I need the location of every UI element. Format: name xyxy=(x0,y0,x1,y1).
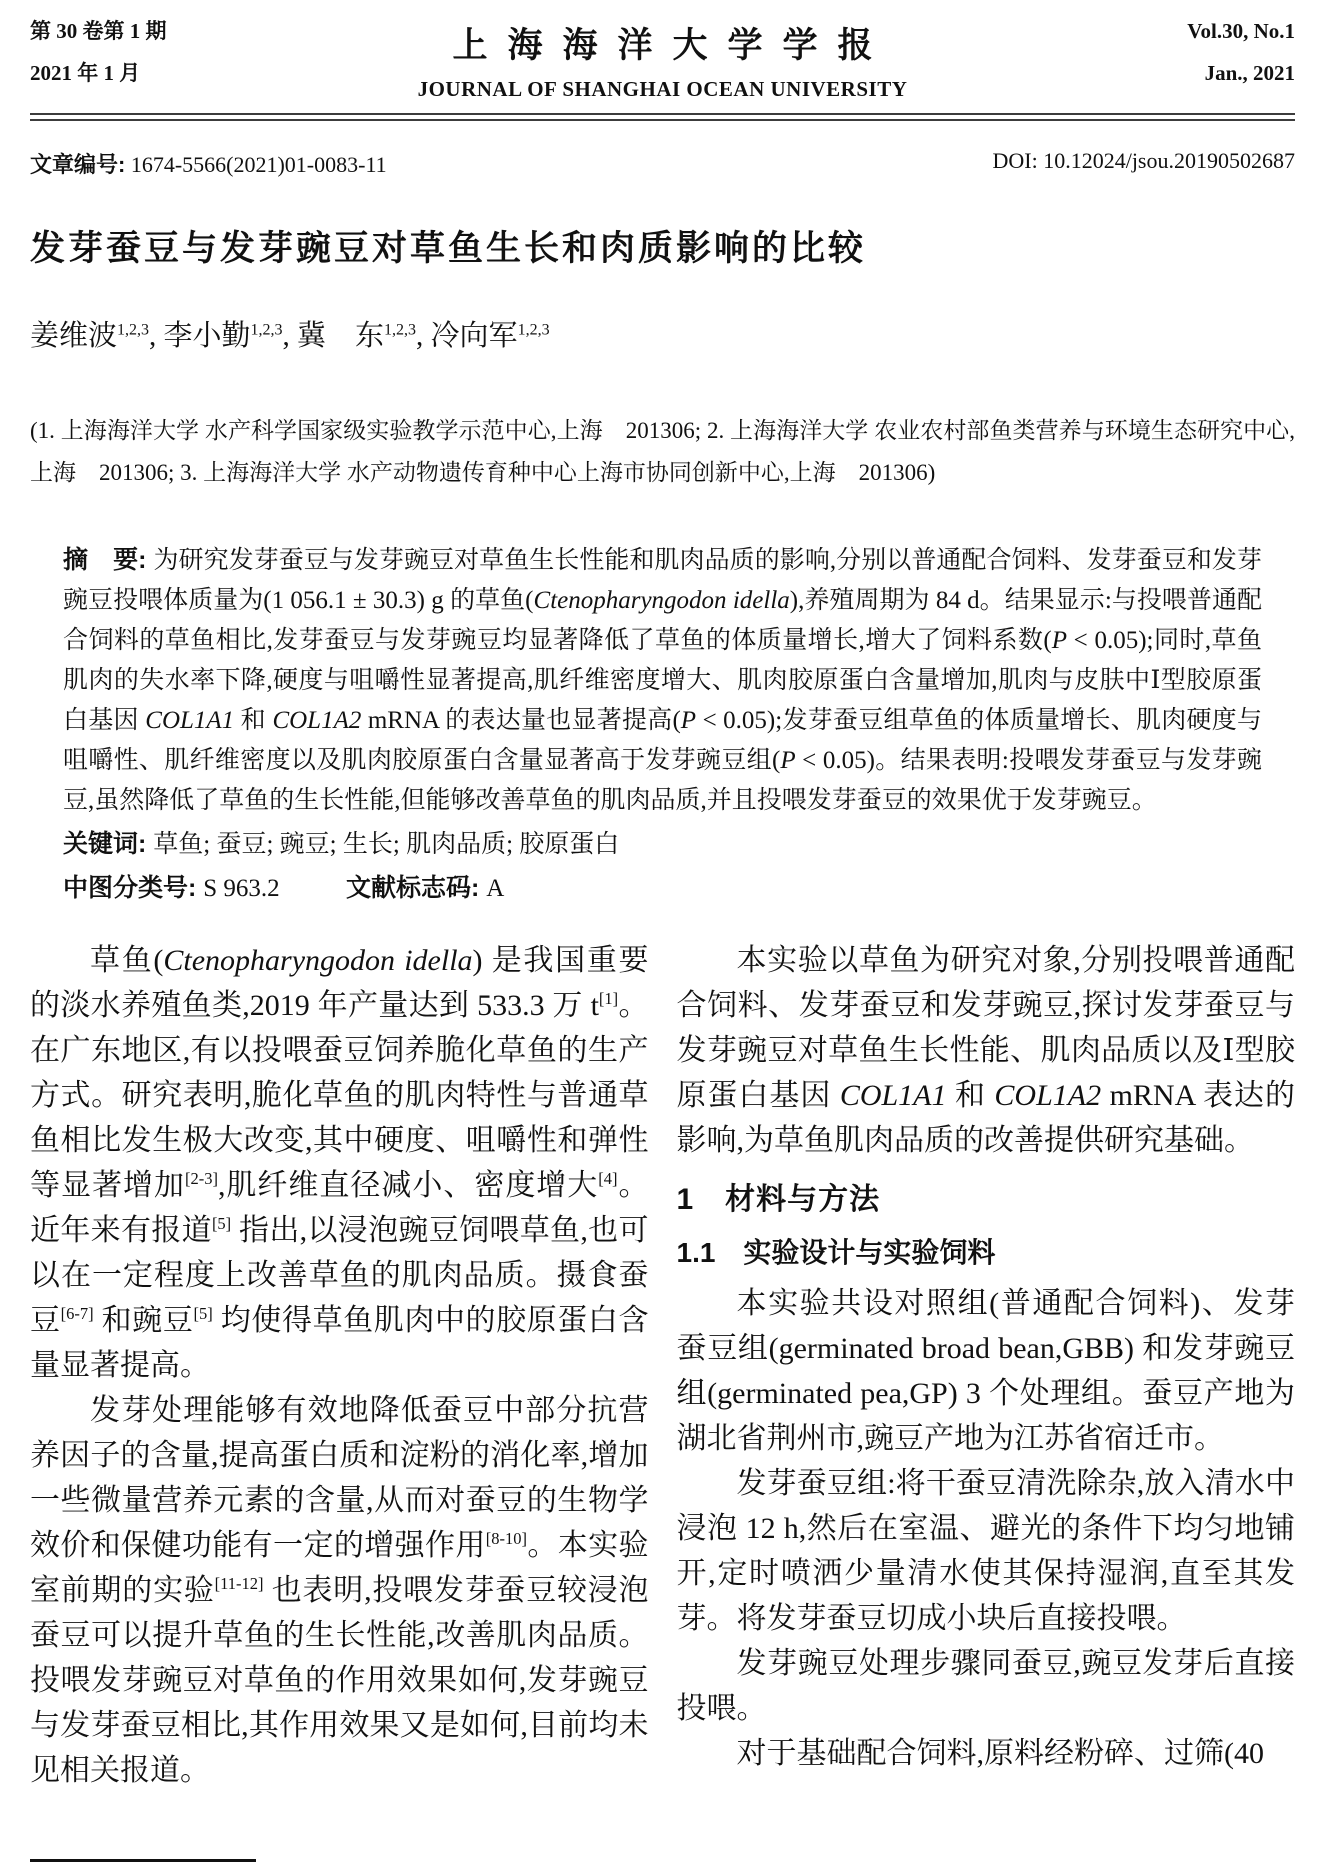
masthead-right xyxy=(1075,18,1295,86)
issue-date-cn: 2021 年 1 月 xyxy=(30,61,141,85)
volume-issue-cn: 第 30 卷第 1 期 xyxy=(30,19,167,43)
keywords-line xyxy=(63,823,1262,866)
classification-line xyxy=(63,867,1262,910)
right-column xyxy=(677,938,1296,1793)
body-paragraph: 发芽蚕豆组:将干蚕豆清洗除杂,放入清水中浸泡 12 h,然后在室温、避光的条件下均匀地铺开,定时喷洒少量清水使其保持湿润,直至其发芽。将发芽蚕豆切成小块后直接投喂。 xyxy=(676,1467,1295,1635)
affiliation: (1. 上海海洋大学 水产科学国家级实验教学示范中心,上海 201306; 2. 上海海洋大学 农业农村部鱼类营养与环境生态研究中心,上海 201306; 3. 上海海洋大学 水产动物遗传育种中心上海市协同创新中心,上海 201306) xyxy=(30,418,1295,485)
abstract-text: 为研究发芽蚕豆与发芽豌豆对草鱼生长性能和肌肉品质的影响,分别以普通配合饲料、发芽蚕豆和发芽豌豆投喂体质量为(1 056.1 ± 30.3) g 的草鱼(Ctenopharyngodon idella),养殖周期为 84 d。结果显示:与投喂普通配合饲料的草鱼相比,发芽蚕豆与发芽豌豆均显著降低了草鱼的体质量增长,增大了饲料系数(P < 0.05);同时,草鱼肌肉的失水率下降,硬度与咀嚼性显著提高,肌纤维密度增大、肌肉胶原蛋白含量增加,肌肉与皮肤中Ⅰ型胶原蛋白基因 COL1A1 和 COL1A2 mRNA 的表达量也显著提高(P < 0.05);发芽蚕豆组草鱼的体质量增长、肌肉硬度与咀嚼性、肌纤维密度以及肌肉胶原蛋白含量显著高于发芽豌豆组(P < 0.05)。结果表明:投喂发芽蚕豆与发芽豌豆,虽然降低了草鱼的生长性能,但能够改善草鱼的肌肉品质,并且投喂发芽蚕豆的效果优于发芽豌豆。 xyxy=(63,547,1263,814)
abstract xyxy=(63,540,1262,821)
footnote-separator-rule xyxy=(30,1859,256,1862)
doc-code-value: A xyxy=(486,875,505,902)
masthead-center xyxy=(250,18,1075,102)
abstract-label: 摘 要: xyxy=(63,546,154,574)
doi-value: 10.12024/jsou.20190502687 xyxy=(1037,148,1295,173)
doc-code-label: 文献标志码: xyxy=(345,874,487,902)
masthead-divider-rule xyxy=(30,113,1295,121)
keywords-label: 关键词: xyxy=(63,830,154,858)
article-meta-row xyxy=(30,148,1295,179)
body-paragraph: 发芽豌豆处理步骤同蚕豆,豌豆发芽后直接投喂。 xyxy=(676,1647,1295,1725)
article-number xyxy=(30,148,387,179)
clc-value: S 963.2 xyxy=(203,875,280,902)
clc-label: 中图分类号: xyxy=(63,874,204,902)
masthead-left xyxy=(30,18,250,86)
body-paragraph: 本实验共设对照组(普通配合饲料)、发芽蚕豆组(germinated broad bean,GBB) 和发芽豌豆组(germinated pea,GP) 3 个处理组。蚕豆产地为湖北省荆州市,豌豆产地为江苏省宿迁市。 xyxy=(676,1287,1295,1455)
article-doi xyxy=(992,148,1295,179)
body-paragraph: 本实验以草鱼为研究对象,分别投喂普通配合饲料、发芽蚕豆和发芽豌豆,探讨发芽蚕豆与发芽豌豆对草鱼生长性能、肌肉品质以及Ⅰ型胶原蛋白基因 COL1A1 和 COL1A2 mRNA 表达的影响,为草鱼肌肉品质的改善提供研究基础。 xyxy=(676,944,1295,1157)
body-paragraph: 草鱼(Ctenopharyngodon idella) 是我国重要的淡水养殖鱼类,2019 年产量达到 533.3 万 t[1]。在广东地区,有以投喂蚕豆饲养脆化草鱼的生产方式。研究表明,脆化草鱼的肌肉特性与普通草鱼相比发生极大改变,其中硬度、咀嚼性和弹性等显著增加[2-3],肌纤维直径减小、密度增大[4]。近年来有报道[5] 指出,以浸泡豌豆饲喂草鱼,也可以在一定程度上改善草鱼的肌肉品质。摄食蚕豆[6-7] 和豌豆[5] 均使得草鱼肌肉中的胶原蛋白含量显著提高。 xyxy=(30,944,649,1382)
keywords-text: 草鱼; 蚕豆; 豌豆; 生长; 肌肉品质; 胶原蛋白 xyxy=(153,831,620,858)
body-columns xyxy=(30,938,1295,1793)
left-column xyxy=(30,938,649,1793)
journal-masthead xyxy=(30,18,1295,102)
article-title: 发芽蚕豆与发芽豌豆对草鱼生长和肉质影响的比较 xyxy=(30,229,867,268)
body-paragraph: 发芽处理能够有效地降低蚕豆中部分抗营养因子的含量,提高蛋白质和淀粉的消化率,增加一些微量营养元素的含量,从而对蚕豆的生物学效价和保健功能有一定的增强作用[8-10]。本实验室前期的实验[11-12] 也表明,投喂发芽蚕豆较浸泡蚕豆可以提升草鱼的生长性能,改善肌肉品质。投喂发芽豌豆对草鱼的作用效果如何,发芽豌豆与发芽蚕豆相比,其作用效果又是如何,目前均未见相关报道。 xyxy=(30,1394,649,1787)
article-number-value: 1674-5566(2021)01-0083-11 xyxy=(125,152,387,177)
authors-line: 姜维波$^{1,2,3}$, 李小勤$^{1,2,3}$, 冀 东$^{1,2,3}$, 冷向军$^{1,2,3}$ xyxy=(30,320,550,352)
journal-title-cn: 上海海洋大学学报 xyxy=(452,26,893,65)
section-heading: 1 材料与方法 xyxy=(676,1183,881,1216)
journal-title-en: JOURNAL OF SHANGHAI OCEAN UNIVERSITY xyxy=(417,77,908,101)
body-paragraph: 对于基础配合饲料,原料经粉碎、过筛(40 xyxy=(736,1737,1264,1770)
volume-issue-en: Vol.30, No.1 xyxy=(1187,19,1295,43)
doi-label: DOI: xyxy=(992,148,1038,173)
issue-date-en: Jan., 2021 xyxy=(1204,61,1295,85)
article-number-label: 文章编号: xyxy=(30,152,126,177)
section-heading: 1.1 实验设计与实验饲料 xyxy=(676,1237,996,1268)
